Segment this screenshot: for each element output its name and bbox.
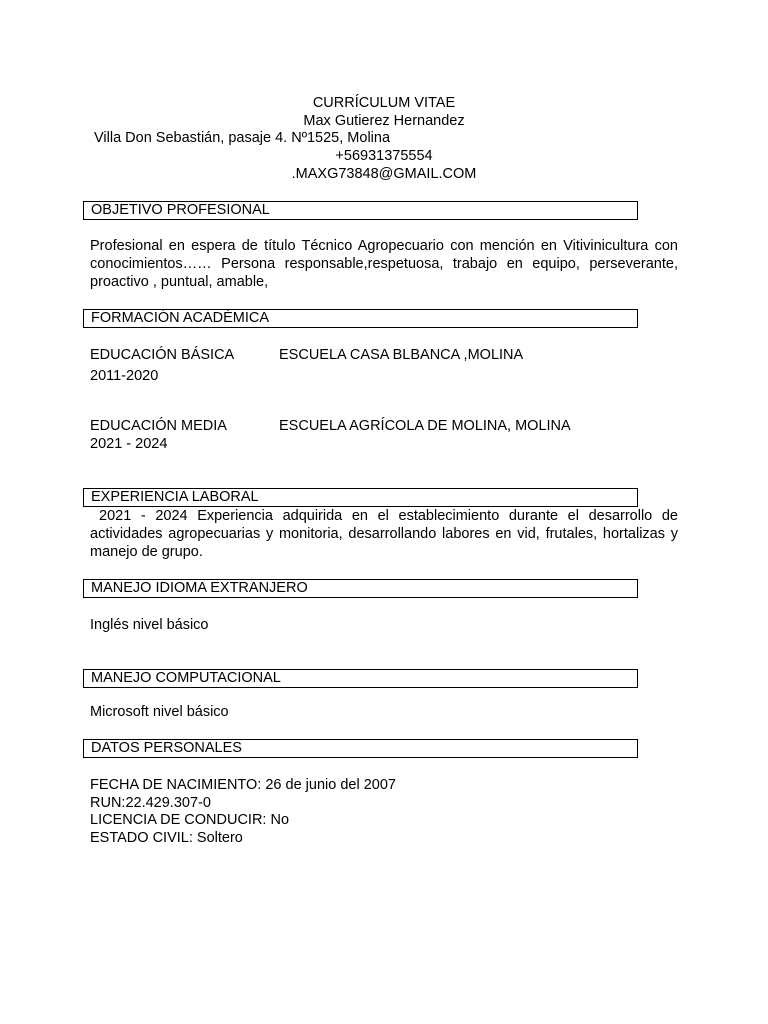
phone: +56931375554 [335, 148, 433, 164]
education-school: ESCUELA CASA BLBANCA ,MOLINA [279, 347, 524, 363]
section-heading-personal: DATOS PERSONALES [83, 739, 638, 758]
section-heading-education: FORMACIÓN ACADÉMICA [83, 309, 638, 328]
email: .MAXG73848@GMAIL.COM [291, 166, 477, 182]
section-heading-objective: OBJETIVO PROFESIONAL [83, 201, 638, 220]
section-heading-experience: EXPERIENCIA LABORAL [83, 488, 638, 507]
education-school: ESCUELA AGRÍCOLA DE MOLINA, MOLINA [279, 418, 571, 434]
experience-text: 2021 - 2024 Experiencia adquirida en el establecimiento durante el desarrollo de actividades agropecuarias y monitoria, desarrollando labores en vid, frutales, hortalizas y manejo de grupo. [90, 508, 678, 560]
cv-title: CURRÍCULUM VITAE [312, 95, 456, 111]
personal-run: RUN:22.429.307-0 [90, 795, 211, 811]
candidate-name: Max Gutierez Hernandez [303, 113, 465, 129]
education-level: EDUCACIÓN MEDIA [90, 418, 227, 434]
address: Villa Don Sebastián, pasaje 4. Nº1525, Molina [94, 130, 391, 146]
personal-license: LICENCIA DE CONDUCIR: No [90, 812, 290, 828]
education-years: 2011-2020 [90, 368, 159, 384]
education-years: 2021 - 2024 [90, 436, 168, 452]
languages-text: Inglés nivel básico [90, 617, 209, 633]
section-heading-computing: MANEJO COMPUTACIONAL [83, 669, 638, 688]
personal-civil-status: ESTADO CIVIL: Soltero [90, 830, 243, 846]
personal-birthdate: FECHA DE NACIMIENTO: 26 de junio del 2007 [90, 777, 396, 793]
objective-text: Profesional en espera de título Técnico Agropecuario con mención en Vitivinicultura con conocimientos…… Persona responsable,respetuosa, trabajo en equipo, perseverante, proactivo , puntual, amable, [90, 238, 678, 290]
computing-text: Microsoft nivel básico [90, 704, 229, 720]
section-heading-languages: MANEJO IDIOMA EXTRANJERO [83, 579, 638, 598]
education-level: EDUCACIÓN BÁSICA [90, 347, 235, 363]
